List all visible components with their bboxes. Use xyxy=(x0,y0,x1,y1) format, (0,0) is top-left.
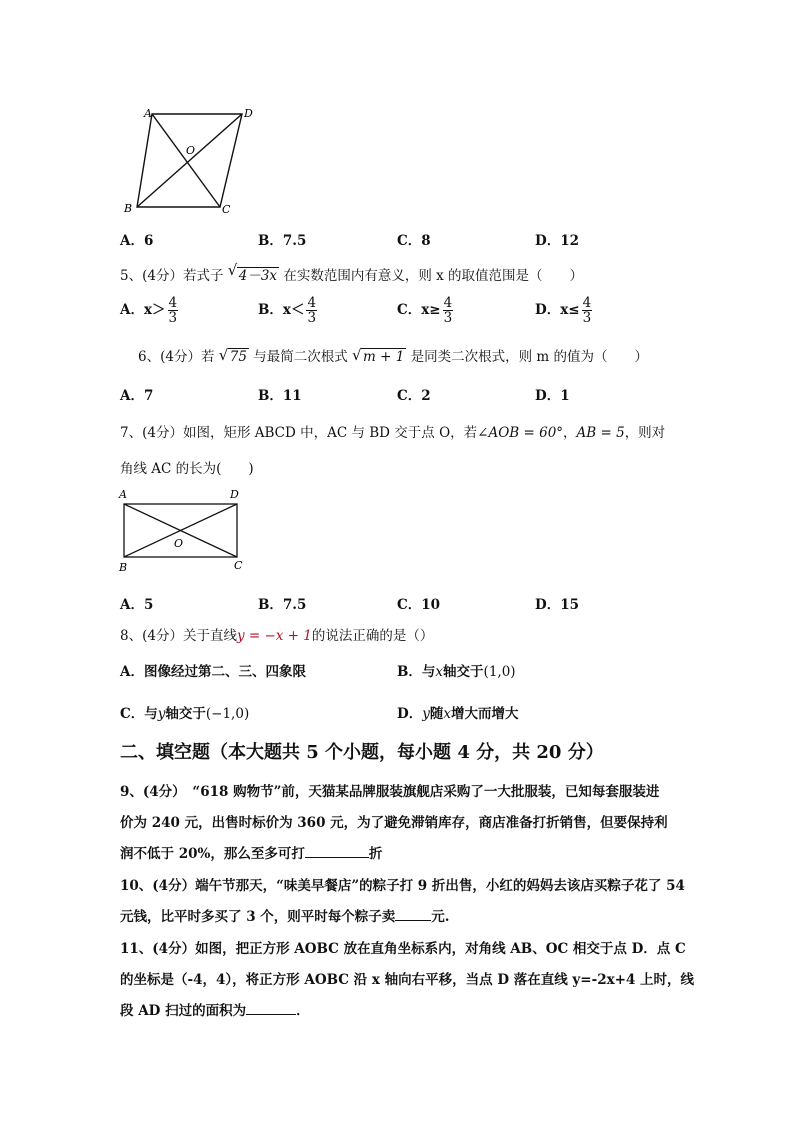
q4-option-a: A．6 xyxy=(120,233,154,249)
figure-label-o: O xyxy=(186,144,196,157)
q7-angle: ∠AOB = 60° xyxy=(477,425,564,441)
q5-option-c: C．x≥ $\frac{4}{3}$ xyxy=(397,295,453,327)
q7-option-b: B．7.5 xyxy=(258,597,307,613)
figure-label-b: B xyxy=(124,202,133,215)
parallelogram-figure xyxy=(118,100,268,220)
q8-option-d: D．y随x增大而增大 xyxy=(397,706,519,722)
q5-option-a: A．x＞ $\frac{4}{3}$ xyxy=(120,295,178,327)
rect-label-b: B xyxy=(119,561,128,574)
q11-line2: 的坐标是（-4，4），将正方形 AOBC 沿 x 轴向右平移，当点 D 落在直线 y=-2x+4 上时，线 xyxy=(120,972,695,988)
q6-option-a: A．7 xyxy=(120,388,154,404)
q5-sqrt: √ 4－3x xyxy=(227,261,278,284)
q7-ab: AB = 5 xyxy=(576,425,625,441)
q6-option-c: C．2 xyxy=(397,388,431,404)
q9-line1: 9、(4分） “618 购物节”前，天猫某品牌服装旗舰店采购了一大批服装，已知每套服装进 xyxy=(120,784,660,800)
q10-answer-blank[interactable] xyxy=(395,920,431,921)
q9-answer-blank[interactable] xyxy=(305,857,369,858)
q9-line3: 润不低于 20%，那么至多可打 折 xyxy=(120,846,383,862)
q8-equation: y = −x + 1 xyxy=(236,628,312,644)
q11-line1: 11、(4分）如图，把正方形 AOBC 放在直角坐标系内，对角线 AB、OC 相交于点 D．点 C xyxy=(120,941,686,957)
q6-sqrt-2: √ m + 1 xyxy=(352,346,405,365)
rect-label-d: D xyxy=(230,488,239,501)
q8-option-a: A．图像经过第二、三、四象限 xyxy=(120,664,306,680)
q5-stem xyxy=(120,261,584,284)
figure-label-c: C xyxy=(222,203,231,216)
q11-line3: 段 AD 扫过的面积为 ． xyxy=(120,1003,310,1019)
q7-option-c: C．10 xyxy=(397,597,441,613)
q5-option-b: B．x＜ $\frac{4}{3}$ xyxy=(258,295,317,327)
q8-stem: 8、(4分）关于直线y = −x + 1的说法正确的是（） xyxy=(120,628,434,644)
q7-option-d: D．15 xyxy=(535,597,579,613)
q8-option-c: C．与y轴交于(−1,0) xyxy=(120,706,250,722)
q6-option-d: D．1 xyxy=(535,388,570,404)
q6-middle: 与最简二次根式 xyxy=(253,349,348,365)
q4-option-c: C．8 xyxy=(397,233,431,249)
q9-line2: 价为 240 元，出售时标价为 360 元，为了避免滞销库存，商店准备打折销售，但要保持利 xyxy=(120,815,668,831)
figure-label-a: A xyxy=(144,107,152,120)
figure-label-d: D xyxy=(244,107,253,120)
section-heading: 二、填空题（本大题共 5 个小题，每小题 4 分，共 20 分） xyxy=(120,742,604,763)
q4-option-d: D．12 xyxy=(535,233,579,249)
q5-radicand: 4－3x xyxy=(238,268,278,284)
q5-prefix: 5、(4分）若式子 xyxy=(120,268,224,284)
q11-answer-blank[interactable] xyxy=(246,1014,296,1015)
q6-suffix: 是同类二次根式，则 m 的值为（ ） xyxy=(410,349,649,365)
q8-option-b: B．与x轴交于(1,0) xyxy=(397,664,516,680)
q7-option-a: A．5 xyxy=(120,597,154,613)
q10-line1: 10、(4分）端午节那天，“味美早餐店”的粽子打 9 折出售，小红的妈妈去该店买粽子花了 54 xyxy=(120,878,685,894)
q7-stem-line1: 7、(4分）如图，矩形 ABCD 中，AC 与 BD 交于点 O，若∠AOB = 60°，AB = 5，则对 xyxy=(120,425,666,441)
q7-stem-line2: 角线 AC 的长为( ) xyxy=(120,461,254,477)
q5-option-d: D．x≤ $\frac{4}{3}$ xyxy=(535,295,592,327)
q5-suffix: 在实数范围内有意义，则 x 的取值范围是（ ） xyxy=(283,268,584,284)
rectangle-figure xyxy=(116,487,251,575)
q6-prefix: 6、(4分）若 xyxy=(138,349,215,365)
rect-label-o: O xyxy=(174,537,184,550)
q6-option-b: B．11 xyxy=(258,388,302,404)
rect-label-c: C xyxy=(234,559,243,572)
q4-option-b: B．7.5 xyxy=(258,233,307,249)
rect-label-a: A xyxy=(119,488,127,501)
q6-sqrt-1: √ 75 xyxy=(218,346,247,365)
q6-stem xyxy=(138,345,648,365)
q10-line2: 元钱，比平时多买了 3 个，则平时每个粽子卖 元. xyxy=(120,909,450,925)
